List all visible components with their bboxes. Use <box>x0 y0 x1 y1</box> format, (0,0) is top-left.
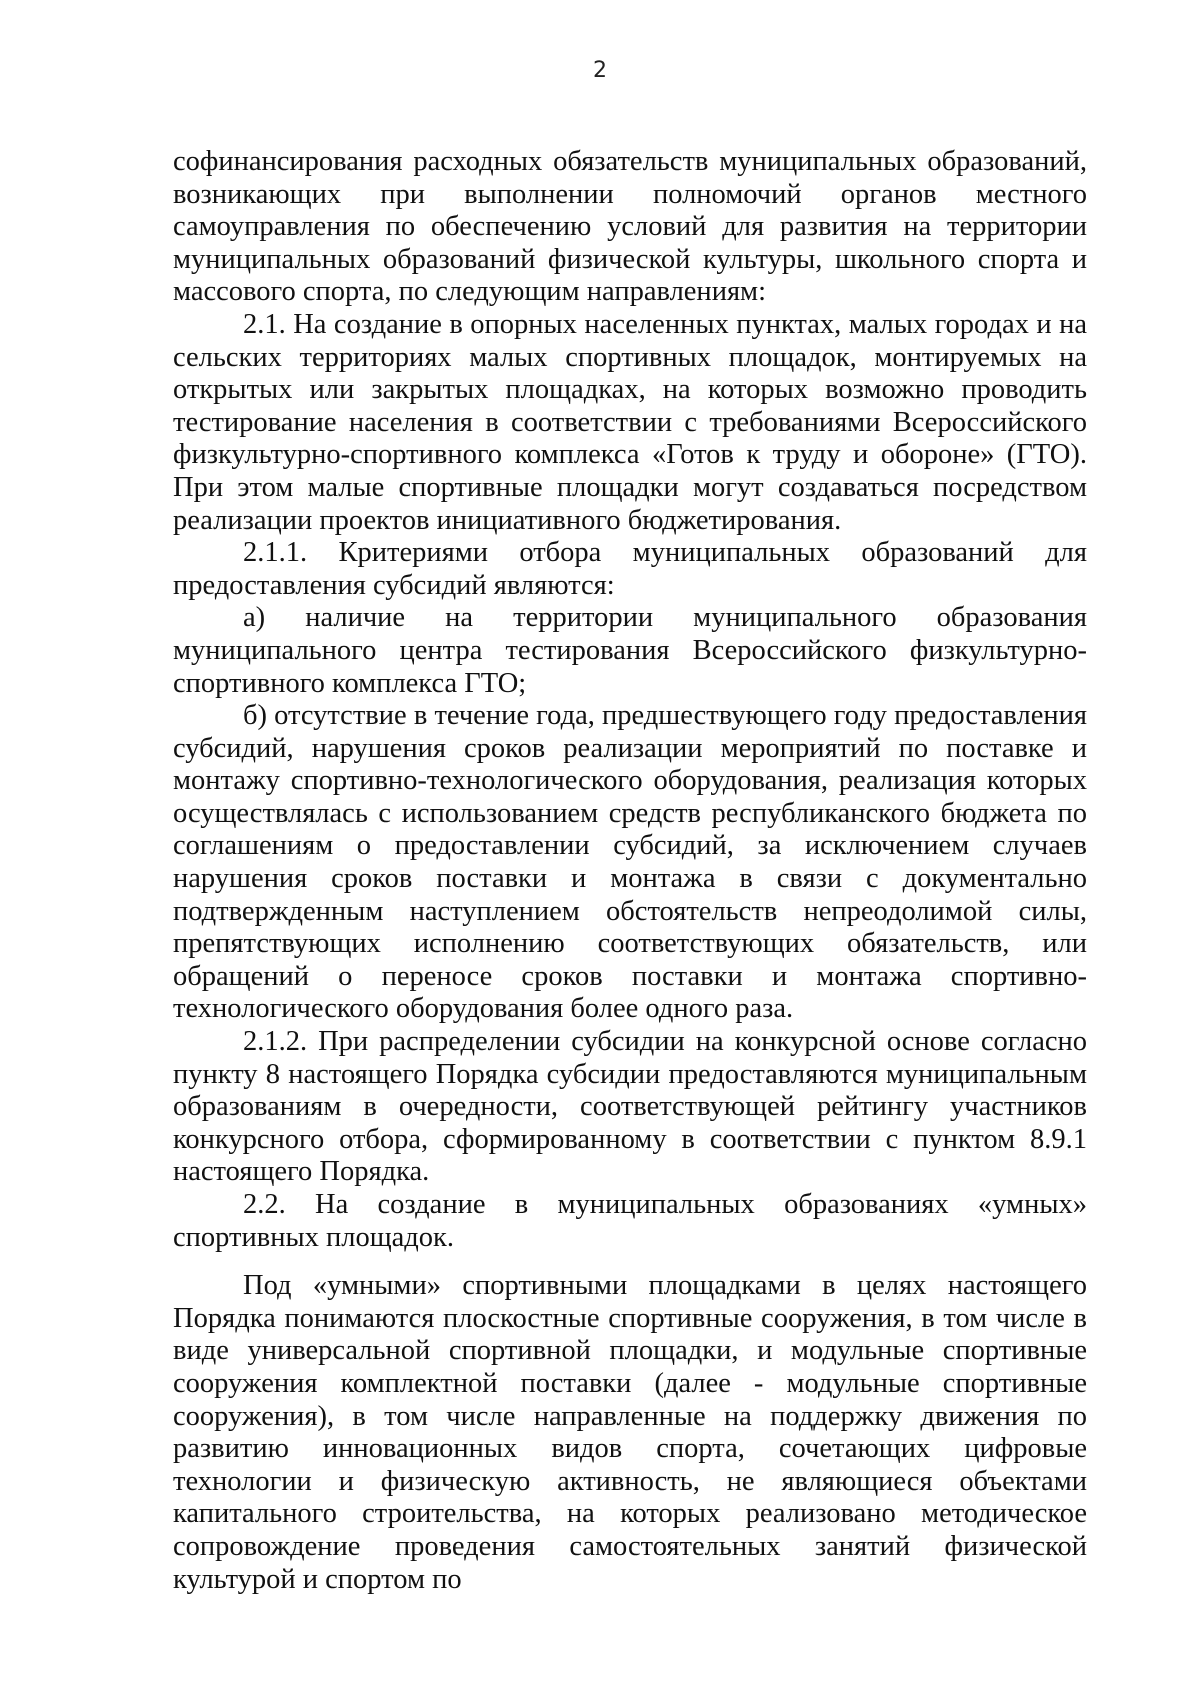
paragraph-2-1: 2.1. На создание в опорных населенных пунктах, малых городах и на сельских территориях малых спортивных площадок, монтируемых на открытых или закрытых площадках, на которых возможно проводить тестирование населения в соответствии с требованиями Всероссийского физкультурно-спортивного комплекса «Готов к труду и обороне» (ГТО). При этом малые спортивные площадки могут создаваться посредством реализации проектов инициативного бюджетирования. <box>173 308 1087 536</box>
paragraph-criterion-a: а) наличие на территории муниципального образования муниципального центра тестирования Всероссийского физкультурно-спортивного комплекса ГТО; <box>173 602 1087 699</box>
paragraph-2-2: 2.2. На создание в муниципальных образованиях «умных» спортивных площадок. <box>173 1189 1087 1253</box>
paragraph-2-1-1: 2.1.1. Критериями отбора муниципальных образований для предоставления субсидий являются: <box>173 537 1087 601</box>
paragraph-2-1-2: 2.1.2. При распределении субсидии на конкурсной основе согласно пункту 8 настоящего Порядка субсидии предоставляются муниципальным образованиям в очередности, соответствующей рейтингу участников конкурсного отбора, сформированному в соответствии с пунктом 8.9.1 настоящего Порядка. <box>173 1026 1087 1188</box>
page-number: 2 <box>593 58 607 83</box>
paragraph-smart-playgrounds-definition: Под «умными» спортивными площадками в целях настоящего Порядка понимаются плоскостные спортивные сооружения, в том числе в виде универсальной спортивной площадки, и модульные спортивные сооружения комплектной поставки (далее - модульные спортивные сооружения), в том числе направленные на поддержку движения по развитию инновационных видов спорта, сочетающих цифровые технологии и физическую активность, не являющиеся объектами капитального строительства, на которых реализовано методическое сопровождение проведения самостоятельных занятий физической культурой и спортом по <box>173 1270 1087 1595</box>
paragraph-criterion-b: б) отсутствие в течение года, предшествующего году предоставления субсидий, нарушения сроков реализации мероприятий по поставке и монтажу спортивно-технологического оборудования, реализация которых осуществлялась с использованием средств республиканского бюджета по соглашениям о предоставлении субсидий, за исключением случаев нарушения сроков поставки и монтажа в связи с документально подтвержденным наступлением обстоятельств непреодолимой силы, препятствующих исполнению соответствующих обязательств, или обращений о переносе сроков поставки и монтажа спортивно-технологического оборудования более одного раза. <box>173 700 1087 1025</box>
document-body <box>173 146 1087 1596</box>
paragraph-continuation: софинансирования расходных обязательств муниципальных образований, возникающих при выполнении полномочий органов местного самоуправления по обеспечению условий для развития на территории муниципальных образований физической культуры, школьного спорта и массового спорта, по следующим направлениям: <box>173 146 1087 308</box>
